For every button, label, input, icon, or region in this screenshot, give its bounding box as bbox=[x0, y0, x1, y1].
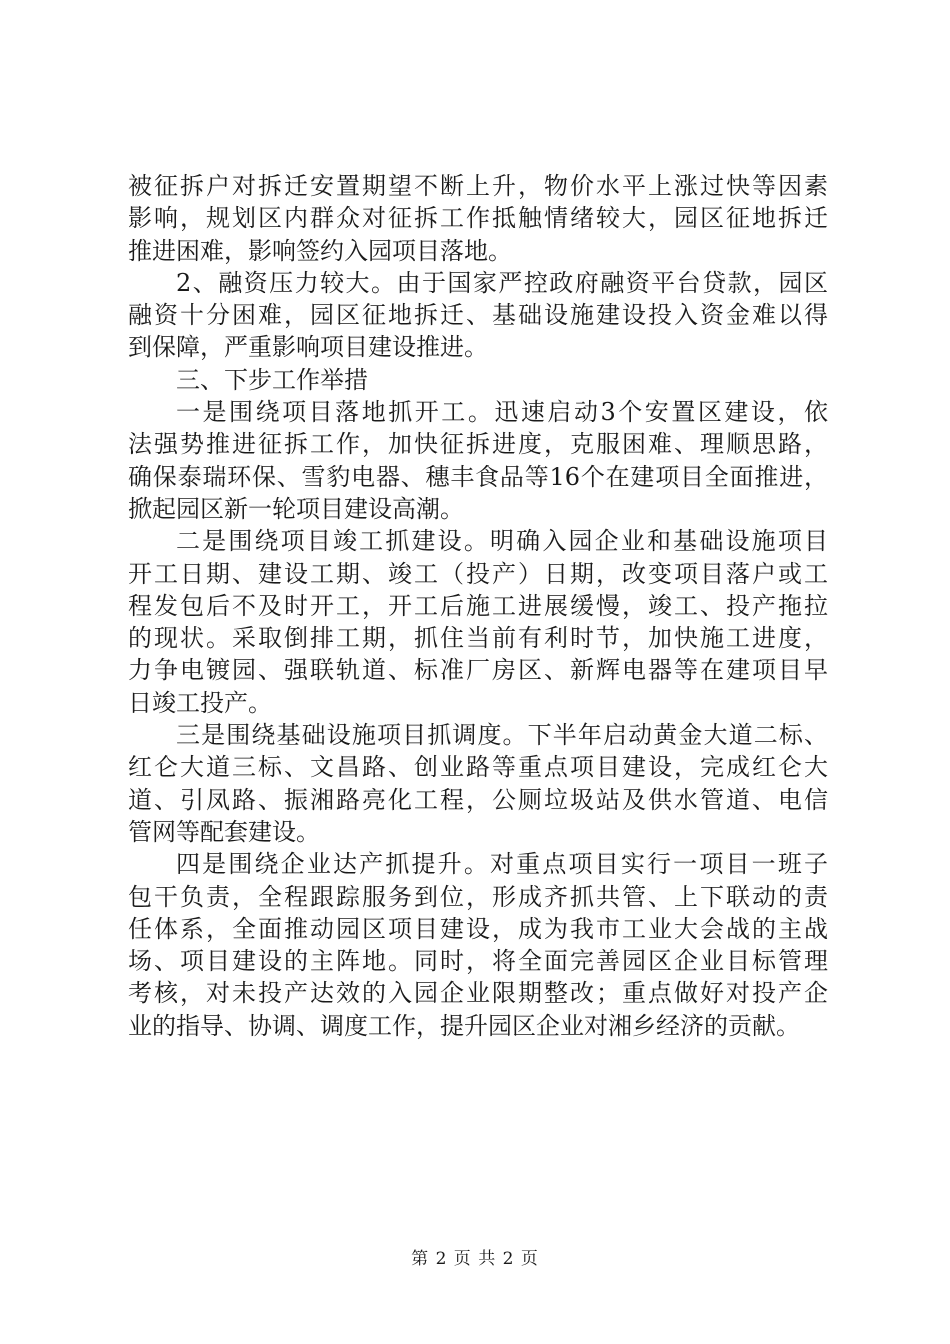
text-line: 融资十分困难，园区征地拆迁、基础设施建设投入资金难以得 bbox=[128, 301, 828, 330]
text-line: 任体系，全面推动园区项目建设，成为我市工业大会战的主战 bbox=[128, 914, 828, 943]
text-line: 场、项目建设的主阵地。同时，将全面完善园区企业目标管理 bbox=[128, 947, 828, 976]
text-line: 日竣工投产。 bbox=[128, 688, 272, 717]
document-body bbox=[128, 170, 828, 1042]
text-line: 被征拆户对拆迁安置期望不断上升，物价水平上涨过快等因素 bbox=[128, 172, 828, 200]
text-line: 到保障，严重影响项目建设推进。 bbox=[128, 333, 488, 362]
text-line: 红仑大道三标、文昌路、创业路等重点项目建设，完成红仑大 bbox=[128, 753, 828, 782]
text-line: 一是围绕项目落地抓开工。迅速启动3个安置区建设，依 bbox=[176, 398, 828, 427]
text-line: 掀起园区新一轮项目建设高潮。 bbox=[128, 494, 464, 523]
text-line: 四是围绕企业达产抓提升。对重点项目实行一项目一班子 bbox=[176, 850, 828, 879]
text-line: 力争电镀园、强联轨道、标准厂房区、新辉电器等在建项目早 bbox=[128, 656, 828, 685]
page-number-footer: 第 2 页 共 2 页 bbox=[411, 1249, 539, 1269]
text-line: 管网等配套建设。 bbox=[128, 817, 320, 846]
text-line: 考核，对未投产达效的入园企业限期整改；重点做好对投产企 bbox=[128, 979, 828, 1008]
text-line: 二是围绕项目竣工抓建设。明确入园企业和基础设施项目 bbox=[176, 527, 828, 556]
text-line: 2、融资压力较大。由于国家严控政府融资平台贷款，园区 bbox=[176, 268, 828, 297]
text-line: 三是围绕基础设施项目抓调度。下半年启动黄金大道二标、 bbox=[176, 721, 828, 750]
text-line: 三、下步工作举措 bbox=[176, 365, 368, 394]
text-line: 程发包后不及时开工，开工后施工进展缓慢，竣工、投产拖拉 bbox=[128, 591, 828, 620]
text-line: 包干负责，全程跟踪服务到位，形成齐抓共管、上下联动的责 bbox=[128, 882, 828, 911]
text-line: 业的指导、协调、调度工作，提升园区企业对湘乡经济的贡献。 bbox=[128, 1011, 800, 1040]
text-line: 的现状。采取倒排工期，抓住当前有利时节，加快施工进度， bbox=[128, 624, 828, 653]
text-line: 影响，规划区内群众对征拆工作抵触情绪较大，园区征地拆迁 bbox=[128, 204, 828, 233]
text-line: 法强势推进征拆工作，加快征拆进度，克服困难、理顺思路， bbox=[128, 430, 828, 459]
text-line: 推进困难，影响签约入园项目落地。 bbox=[128, 236, 512, 265]
text-line: 道、引凤路、振湘路亮化工程，公厕垃圾站及供水管道、电信 bbox=[128, 785, 828, 814]
text-line: 开工日期、建设工期、竣工（投产）日期，改变项目落户或工 bbox=[128, 559, 828, 588]
text-line: 确保泰瑞环保、雪豹电器、穗丰食品等16个在建项目全面推进， bbox=[128, 462, 828, 491]
